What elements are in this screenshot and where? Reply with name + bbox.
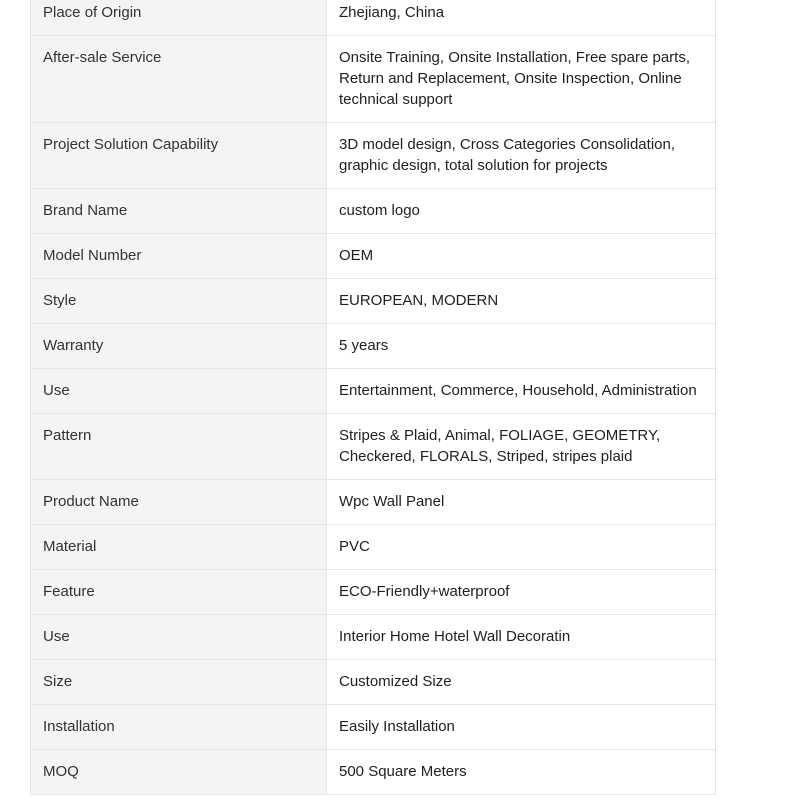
table-row bbox=[31, 234, 716, 279]
spec-table-container bbox=[30, 0, 715, 795]
spec-value: PVC bbox=[327, 525, 716, 570]
table-row bbox=[31, 750, 716, 795]
table-row bbox=[31, 570, 716, 615]
spec-value: custom logo bbox=[327, 189, 716, 234]
spec-value: Interior Home Hotel Wall Decoratin bbox=[327, 615, 716, 660]
spec-label: After-sale Service bbox=[31, 36, 327, 123]
table-row bbox=[31, 189, 716, 234]
spec-value: 5 years bbox=[327, 324, 716, 369]
spec-label: Model Number bbox=[31, 234, 327, 279]
spec-label: Pattern bbox=[31, 414, 327, 480]
spec-label: Style bbox=[31, 279, 327, 324]
spec-value: 3D model design, Cross Categories Consolidation, graphic design, total solution for projects bbox=[327, 123, 716, 189]
spec-value: Zhejiang, China bbox=[327, 0, 716, 36]
spec-label: Use bbox=[31, 369, 327, 414]
spec-label: Installation bbox=[31, 705, 327, 750]
spec-label: Warranty bbox=[31, 324, 327, 369]
spec-value: OEM bbox=[327, 234, 716, 279]
spec-label: Material bbox=[31, 525, 327, 570]
table-row bbox=[31, 414, 716, 480]
table-row bbox=[31, 36, 716, 123]
spec-label: Product Name bbox=[31, 480, 327, 525]
table-row bbox=[31, 660, 716, 705]
spec-value: Onsite Training, Onsite Installation, Free spare parts, Return and Replacement, Onsite Inspection, Online technical support bbox=[327, 36, 716, 123]
spec-label: Place of Origin bbox=[31, 0, 327, 36]
spec-value: Stripes & Plaid, Animal, FOLIAGE, GEOMETRY, Checkered, FLORALS, Striped, stripes plaid bbox=[327, 414, 716, 480]
spec-value: EUROPEAN, MODERN bbox=[327, 279, 716, 324]
spec-label: Size bbox=[31, 660, 327, 705]
spec-label: MOQ bbox=[31, 750, 327, 795]
table-row bbox=[31, 279, 716, 324]
spec-label: Feature bbox=[31, 570, 327, 615]
table-row bbox=[31, 525, 716, 570]
spec-label: Use bbox=[31, 615, 327, 660]
spec-value: Easily Installation bbox=[327, 705, 716, 750]
table-row bbox=[31, 705, 716, 750]
table-row bbox=[31, 369, 716, 414]
spec-label: Project Solution Capability bbox=[31, 123, 327, 189]
spec-value: Customized Size bbox=[327, 660, 716, 705]
table-row bbox=[31, 123, 716, 189]
table-row bbox=[31, 615, 716, 660]
table-row bbox=[31, 324, 716, 369]
table-row bbox=[31, 480, 716, 525]
product-spec-table bbox=[30, 0, 716, 795]
spec-value: Entertainment, Commerce, Household, Administration bbox=[327, 369, 716, 414]
spec-label: Brand Name bbox=[31, 189, 327, 234]
table-row bbox=[31, 0, 716, 36]
spec-value: 500 Square Meters bbox=[327, 750, 716, 795]
spec-value: ECO-Friendly+waterproof bbox=[327, 570, 716, 615]
spec-value: Wpc Wall Panel bbox=[327, 480, 716, 525]
